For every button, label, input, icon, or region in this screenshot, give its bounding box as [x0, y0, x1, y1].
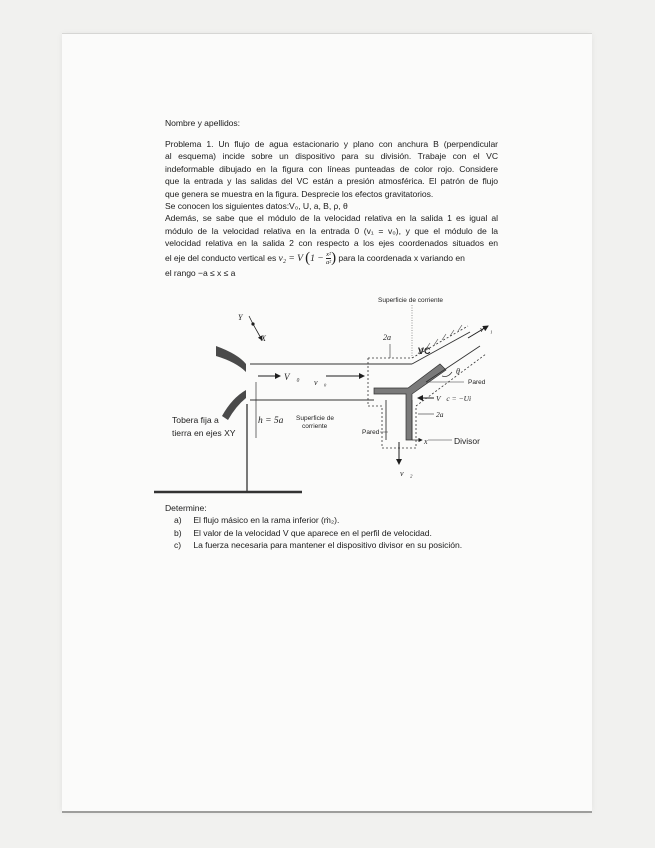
question-c-text: La fuerza necesaria para mantener el dispositivo divisor en su posición. — [193, 540, 463, 551]
nozzle-lower-lip — [222, 390, 246, 420]
streamline-surface-label-bottom-2: corriente — [302, 423, 328, 430]
problem-line-8: módulo de la velocidad relativa en la entrada 0 (v₁ = v₀), y que el módulo de la — [165, 225, 498, 236]
question-a-text: El flujo másico en la rama inferior (ṁ₂). — [193, 515, 340, 526]
problem-line-7: Además, se sabe que el módulo de la velocidad relativa en la salida 1 es igual al — [165, 213, 498, 224]
problem-line-2: al esquema) incide sobre un dispositivo para su división. Trabaje con el VC — [165, 151, 498, 162]
problem-line-11: el rango −a ≤ x ≤ a — [165, 267, 236, 278]
streamline-surface-label-bottom-1: Superficie de — [296, 415, 334, 422]
wall-label-right: Pared — [468, 379, 486, 386]
nozzle-label-1: Tobera fija a — [172, 415, 219, 425]
sheet-top-edge — [62, 33, 592, 34]
V0-label: V⃗₀ — [284, 372, 300, 382]
line10-suffix: para la coordenada x variando en — [336, 252, 465, 263]
question-c — [165, 539, 505, 551]
line10-one-minus: 1 − — [310, 252, 326, 264]
question-c-label: c) — [174, 540, 182, 551]
problem-line-3: indeformable dibujado en la figura con líneas punteadas de color rojo. Considere — [165, 163, 498, 174]
sheet-bottom-edge — [62, 811, 592, 813]
Y-axis-label: Y — [238, 313, 243, 322]
2a-top-label: 2a — [383, 333, 391, 342]
nozzle-upper-lip — [216, 346, 246, 372]
v2-label: v⃗₂ — [400, 469, 413, 478]
vc-velocity-label: V⃗c = −Ui⃗ — [436, 394, 477, 403]
question-b-label: b) — [174, 527, 182, 538]
problem-line-4: que la entrada y las salidas del VC están a presión atmosférica. El patrón de flujo — [165, 176, 498, 187]
fraction-numerator: x² — [326, 250, 331, 258]
theta-arc — [442, 372, 452, 377]
question-a — [165, 514, 505, 526]
divisor-label: Divisor — [454, 436, 480, 446]
nozzle-label-2: tierra en ejes XY — [172, 428, 236, 438]
v1-label: v⃗₁ — [480, 325, 493, 334]
problem-line-5: que genera se muestra en la figura. Desprecie los efectos gravitatorios. — [165, 188, 434, 199]
theta-label: θ — [456, 367, 460, 376]
line10-prefix: el eje del conducto vertical es — [165, 252, 279, 263]
fraction-denominator: a² — [325, 258, 332, 266]
vc-label: VC — [418, 346, 431, 356]
wall-label-bottom: Pared — [362, 429, 380, 436]
determine-title: Determine: — [165, 503, 207, 513]
x-coord-label: x — [424, 437, 428, 446]
problem-line-10 — [165, 250, 498, 267]
question-b-text: El valor de la velocidad V que aparece en el perfil de velocidad. — [193, 527, 432, 538]
flow-divider-diagram — [150, 292, 510, 497]
determine-section — [165, 502, 505, 552]
line10-formula-lhs: v₂ = V — [278, 252, 306, 264]
2a-right-label: 2a — [436, 410, 444, 419]
v0-label: v⃗₀ — [314, 378, 327, 387]
Y-axis-arrow — [249, 316, 253, 324]
paren-close: ) — [331, 249, 337, 266]
streamline-surface-label-top: Superficie de corriente — [378, 297, 444, 304]
question-a-label: a) — [174, 515, 182, 526]
problem-statement — [165, 138, 498, 279]
problem-line-6: Se conocen los siguientes datos:V₀, U, a, B, ρ, θ — [165, 201, 348, 212]
name-label: Nombre y apellidos: — [165, 118, 240, 128]
problem-line-1: Problema 1. Un flujo de agua estacionario y plano con anchura B (perpendicular — [165, 139, 498, 149]
paren-open: ( — [305, 249, 311, 266]
X-axis-label: X — [261, 334, 266, 343]
h-label: h = 5a — [258, 416, 284, 426]
problem-line-9: velocidad relativa en la salida 2 con respecto a los ejes coordenados situados en — [165, 238, 498, 249]
question-b — [165, 527, 505, 539]
